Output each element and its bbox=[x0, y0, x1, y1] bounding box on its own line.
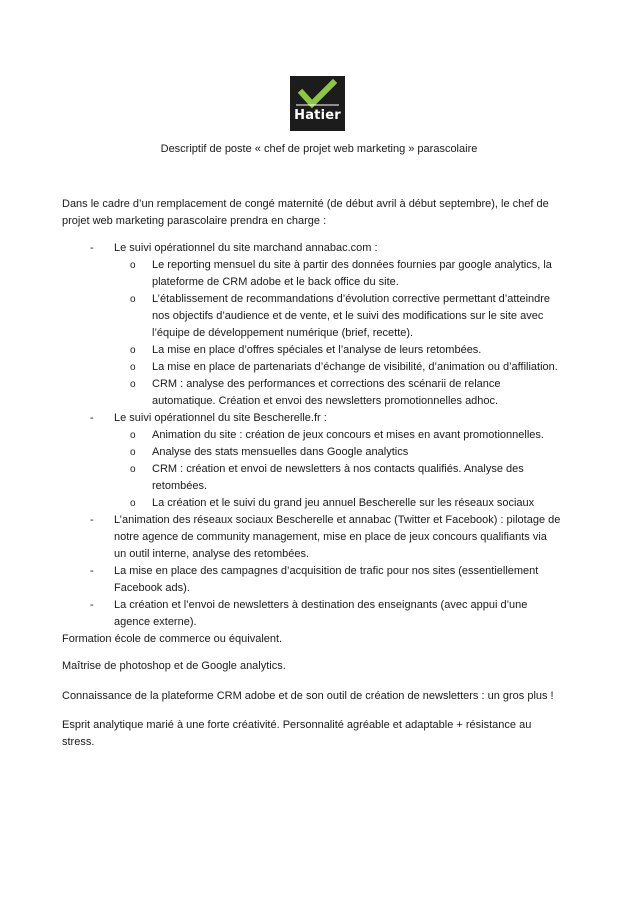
requirement-crm: Connaissance de la plateforme CRM adobe et de son outil de création de newsletters : un gros plus ! bbox=[62, 690, 554, 702]
subtask-item bbox=[62, 444, 562, 461]
circle-bullet: o bbox=[130, 345, 136, 356]
document-title: Descriptif de poste « chef de projet web marketing » parascolaire bbox=[160, 143, 478, 155]
circle-bullet: o bbox=[130, 430, 136, 441]
circle-bullet: o bbox=[130, 294, 136, 305]
dash-bullet: - bbox=[90, 565, 94, 577]
task-item bbox=[62, 563, 562, 597]
requirement-personality: Esprit analytique marié à une forte créativité. Personnalité agréable et adaptable + résistance au stress. bbox=[62, 719, 532, 748]
subtask-item bbox=[62, 495, 562, 512]
subtask-text: Analyse des stats mensuelles dans Google analytics bbox=[152, 446, 409, 458]
requirement-education: Formation école de commerce ou équivalent. bbox=[62, 633, 283, 645]
subtask-item bbox=[62, 342, 562, 359]
circle-bullet: o bbox=[130, 498, 136, 509]
task-label: Le suivi opérationnel du site marchand annabac.com : bbox=[114, 242, 378, 254]
task-list bbox=[62, 240, 562, 631]
task-item bbox=[62, 240, 562, 257]
circle-bullet: o bbox=[130, 362, 136, 373]
intro-paragraph: Dans le cadre d’un remplacement de congé maternité (de début avril à début septembre), le chef de projet web marketing parascolaire prendra en charge : bbox=[62, 198, 549, 227]
subtask-text: Animation du site : création de jeux concours et mises en avant promotionnelles. bbox=[152, 429, 544, 441]
task-label: La mise en place des campagnes d’acquisition de trafic pour nos sites (essentiellement Facebook ads). bbox=[114, 565, 539, 594]
task-item bbox=[62, 410, 562, 427]
dash-bullet: - bbox=[90, 599, 94, 611]
task-label: La création et l’envoi de newsletters à destination des enseignants (avec appui d’une agence externe). bbox=[114, 599, 528, 628]
task-item bbox=[62, 512, 562, 563]
subtask-item bbox=[62, 461, 562, 495]
subtask-text: CRM : création et envoi de newsletters à nos contacts qualifiés. Analyse des retombées. bbox=[152, 463, 524, 492]
subtask-item bbox=[62, 376, 562, 410]
task-item bbox=[62, 597, 562, 631]
dash-bullet: - bbox=[90, 514, 94, 526]
subtask-text: CRM : analyse des performances et corrections des scénarii de relance automatique. Création et envoi des newsletters promotionnelles adhoc. bbox=[152, 378, 501, 407]
task-label: Le suivi opérationnel du site Bescherelle.fr : bbox=[114, 412, 327, 424]
subtask-item bbox=[62, 427, 562, 444]
subtask-item bbox=[62, 291, 562, 342]
subtask-item bbox=[62, 359, 562, 376]
hatier-logo bbox=[290, 76, 345, 131]
subtask-text: Le reporting mensuel du site à partir des données fournies par google analytics, la plateforme de CRM adobe et le back office du site. bbox=[152, 259, 552, 288]
circle-bullet: o bbox=[130, 379, 136, 390]
circle-bullet: o bbox=[130, 447, 136, 458]
circle-bullet: o bbox=[130, 260, 136, 271]
task-label: L’animation des réseaux sociaux Bescherelle et annabac (Twitter et Facebook) : pilotage de notre agence de community management, mise en place de jeux concours qualifiants via un outil interne, analyse des retombées. bbox=[114, 514, 561, 560]
subtask-text: La création et le suivi du grand jeu annuel Bescherelle sur les réseaux sociaux bbox=[152, 497, 535, 509]
dash-bullet: - bbox=[90, 242, 94, 254]
logo-text: Hatier bbox=[294, 108, 341, 123]
circle-bullet: o bbox=[130, 464, 136, 475]
subtask-text: L’établissement de recommandations d’évolution corrective permettant d’atteindre nos objectifs d’audience et de vente, et le suivi des modifications sur le site avec l’équipe de développement numérique (brief, recette). bbox=[152, 293, 551, 339]
subtask-text: La mise en place d’offres spéciales et l’analyse de leurs retombées. bbox=[152, 344, 482, 356]
subtask-item bbox=[62, 257, 562, 291]
subtask-text: La mise en place de partenariats d’échange de visibilité, d’animation ou d’affiliation. bbox=[152, 361, 558, 373]
requirement-tools: Maîtrise de photoshop et de Google analytics. bbox=[62, 660, 286, 672]
dash-bullet: - bbox=[90, 412, 94, 424]
